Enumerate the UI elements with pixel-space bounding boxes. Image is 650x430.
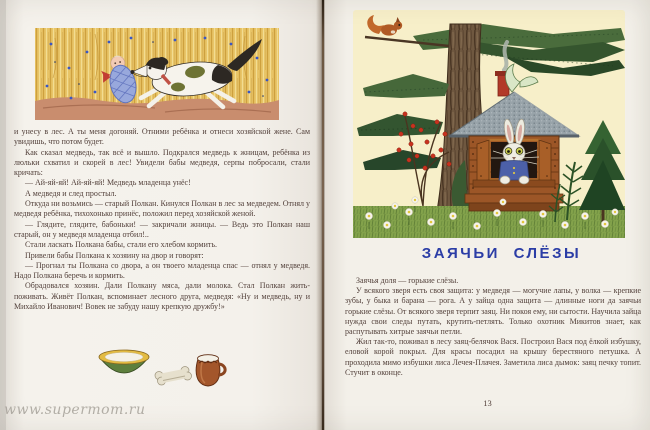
hare-hut-forest-illustration [353, 10, 625, 238]
paragraph: Заячья доля — горькие слёзы. [356, 276, 459, 285]
paragraph: У всякого зверя есть своя защита: у медведя — могучие лапы, у волка — крепкие зубы, у быка и барана — рога. А у зайца одна защита — длинные ноги да заячьи горькие слёзы. От всякого зверя терпит заяц. Ни покоя ему, ни сытости. Научила зайца нужда свои следы путать, крутить-петлять. Только охотник Микитов знает, как распутывать хитрые заячьи петли. [345, 286, 641, 337]
left-shutter [477, 140, 489, 182]
story-title: ЗАЯЧЬИ СЛЁЗЫ [421, 245, 582, 262]
watermark: www.supermom.ru [4, 402, 146, 418]
paragraph: Обрадовался хозяин. Дали Полкану мяса, дали молока. Стал Полкан жить-поживать. Живёт Полкан, вспоминает лесного друга, медведя: «Ну и медведь, ну и Михайло Иванович! Вовек не забуду нашу крепкую дружбу!» [14, 281, 310, 312]
chimney-smoke [504, 42, 507, 70]
paragraph: А медведя и след простыл. [25, 188, 117, 198]
window-sill [473, 180, 555, 187]
paragraph: Привели бабы Полкана к хозяину на двор и говорят: [25, 250, 204, 260]
paragraph: Жил так-то, поживал в лесу заяц-белячок Вася. Построил Вася под ёлкой избушку, еловой корой покрыл. Для красы посадил на крышу берестяного петушка. А проходила мимо избушки лиса Лечея-Плачея. Заметила лиса дымок: заяц печку топит. Стучит в оконце. [345, 337, 641, 377]
paragraph: Как сказал медведь, так всё и вышло. Подкрался медведь к жницам, ребёнка из люльки схватил и скорей в лес! Увидели бабы медведя, серпы побросали, стали кричать: [14, 147, 310, 178]
bowl [99, 350, 149, 373]
jug [196, 355, 225, 386]
bone [155, 367, 192, 386]
bowl-bone-jug-illustration [94, 342, 239, 394]
paragraph: и унесу в лес. А ты меня догоняй. Отними ребёнка и отнеси хозяйской жене. Сам увидишь, что потом будет. [14, 127, 310, 147]
paragraph: — Ай-яй-яй! Ай-яй-яй! Медведь младенца унёс! [25, 178, 191, 188]
paragraph: — Прогнал ты Полкана со двора, а он твоего младенца спас — отнял у медведя. Надо Полкана беречь и кормить. [14, 260, 310, 281]
rye-field-dog-illustration [35, 28, 279, 120]
paragraph: — Глядите, глядите, бабоньки! — закричали жницы. — Ведь это Полкан наш старый, он у медведя младенца отбил!.. [14, 219, 310, 239]
page-number: 13 [483, 398, 492, 408]
right-page [325, 0, 650, 430]
paragraph: Стали ласкать Полкана бабы, стали его хлебом кормить. [25, 240, 217, 250]
paragraph: Откуда ни возьмись — старый Полкан. Кинулся Полкан в лес за медведем. Отнял у медведя ребёнка, тихохонько принёс, положил перед хозяйской женой. [14, 199, 310, 219]
right-shutter [539, 140, 551, 182]
left-page [6, 0, 321, 430]
right-page-text [345, 276, 641, 378]
left-page-text [14, 127, 310, 312]
